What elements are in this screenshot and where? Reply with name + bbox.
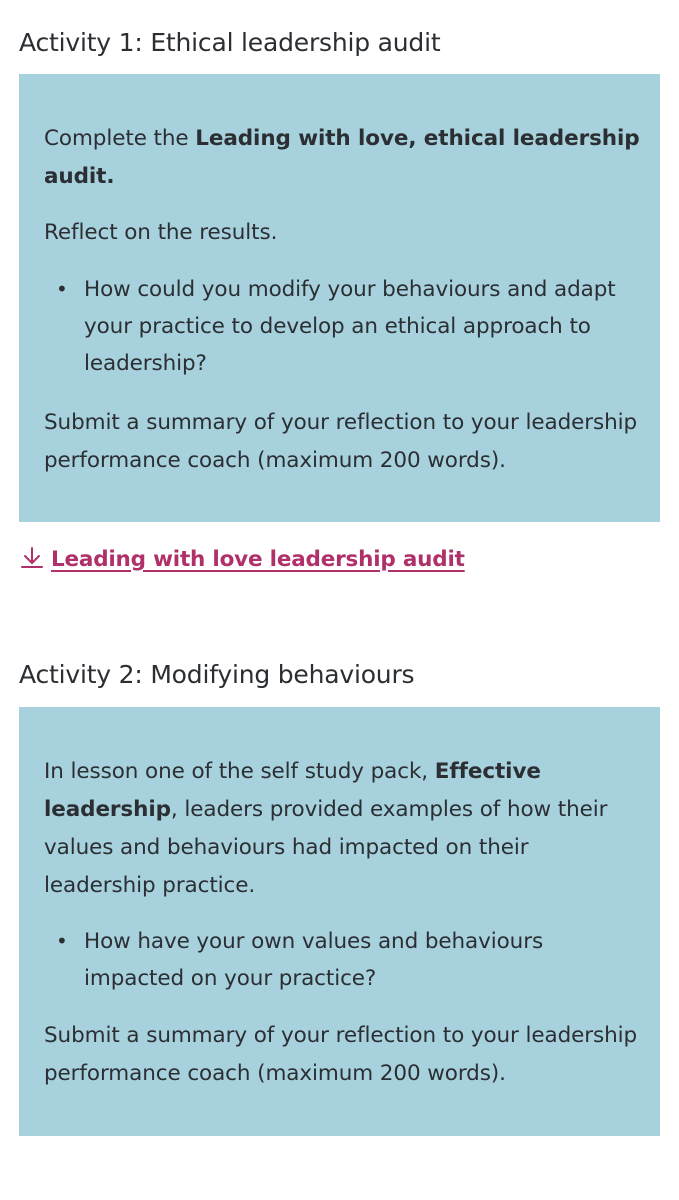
activity-1-heading: Activity 1: Ethical leadership audit [19, 28, 441, 57]
activity-2-bullet [44, 923, 644, 997]
download-audit-link[interactable] [19, 545, 465, 573]
activity-1-intro-prefix: Complete the [44, 126, 196, 151]
activity-2-submit: Submit a summary of your reflection to your leadership performance coach (maximum 200 words). [44, 1023, 638, 1086]
activity-2-intro [44, 753, 644, 905]
activity-1-submit: Submit a summary of your reflection to your leadership performance coach (maximum 200 words). [44, 410, 638, 473]
activity-2-box [19, 707, 660, 1136]
activity-1-intro [44, 120, 644, 196]
activity-1-box [19, 74, 660, 522]
activity-2-intro-bold: Effective leadership [44, 759, 541, 822]
activity-2-intro-suffix: , leaders provided examples of how their values and behaviours had impacted on their leadership practice. [44, 797, 608, 898]
activity-1-intro-bold: Leading with love, ethical leadership audit. [44, 126, 640, 189]
download-audit-label[interactable]: Leading with love leadership audit [51, 546, 465, 572]
activity-1-bullet-text: How could you modify your behaviours and adapt your practice to develop an ethical approach to leadership? [84, 277, 616, 376]
activity-2-heading: Activity 2: Modifying behaviours [19, 660, 415, 689]
activity-2-bullet-text: How have your own values and behaviours impacted on your practice? [84, 929, 544, 991]
activity-1-reflect: Reflect on the results. [44, 220, 278, 245]
download-arrow-icon [19, 545, 45, 573]
activity-1-bullet [44, 271, 644, 382]
bullet-dot-icon: • [56, 277, 68, 301]
bullet-dot-icon: • [56, 929, 68, 953]
activity-2-intro-prefix: In lesson one of the self study pack, [44, 759, 435, 784]
